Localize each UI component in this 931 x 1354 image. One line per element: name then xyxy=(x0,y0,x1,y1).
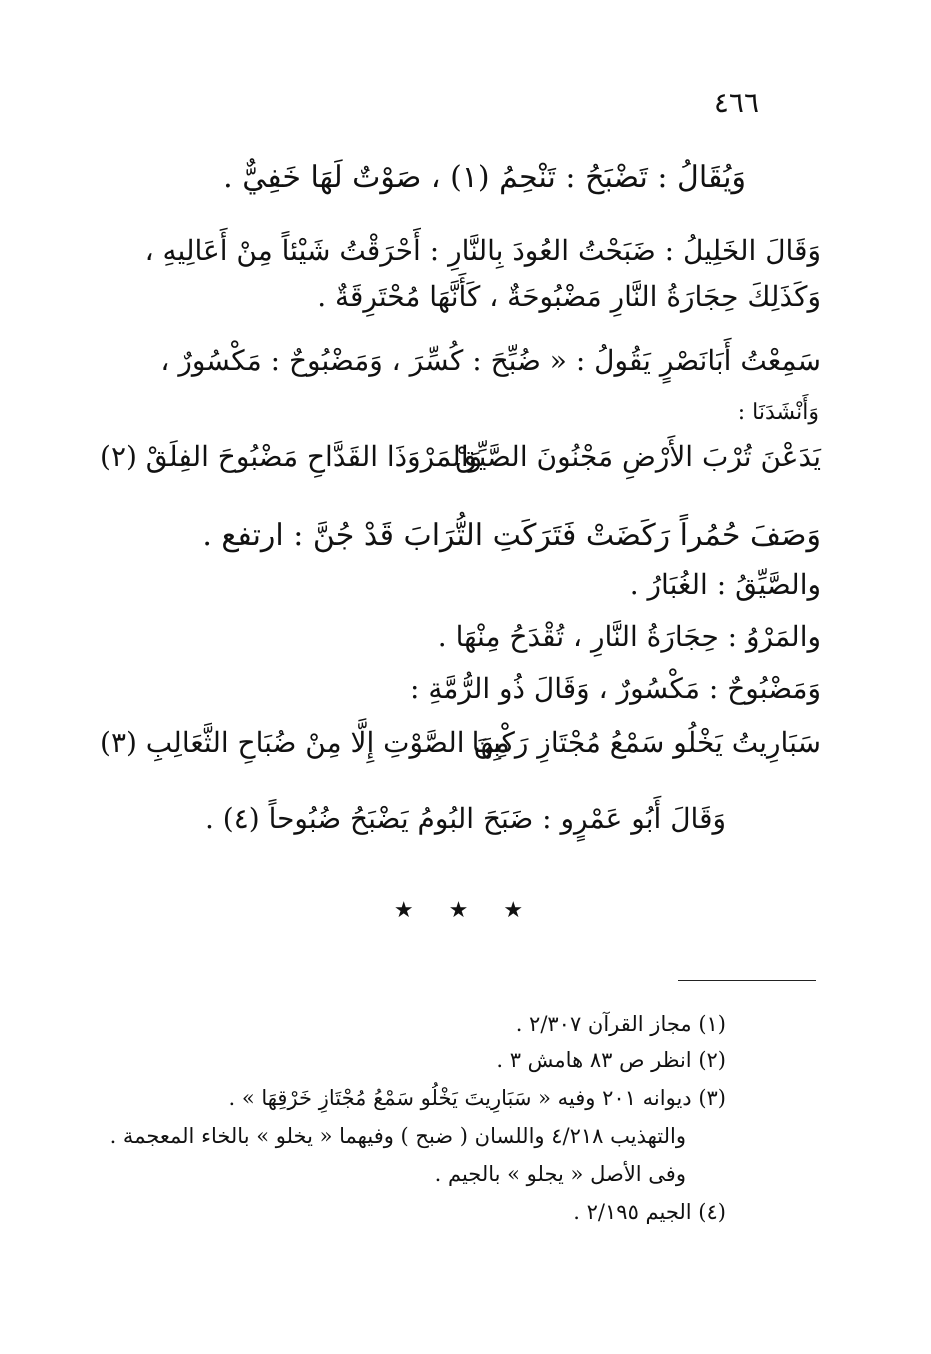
footnote-3: (٣) ديوانه ٢٠١ وفيه « سَبَارِيتَ يَخْلُو سَمْعُ مُجْتَازِ خَرْقِهَا » . xyxy=(228,1086,726,1110)
footnote-2: (٢) انظر ص ٨٣ هامش ٣ . xyxy=(496,1048,726,1072)
text-line-8: والمَرْوُ : حِجَارَةُ النَّارِ ، تُقْدَحُ مِنْهَا . xyxy=(437,620,821,653)
verse-2-second-hemistich: مِنَ الصَّوْتِ إِلَّا مِنْ ضُبَاحِ الثَّعَالِبِ (٣) xyxy=(100,726,510,759)
text-line-1: وَيُقَالُ : تَضْبَحُ : تَنْحِمُ (١) ، صَوْتٌ لَهَا خَفِيٌّ . xyxy=(223,160,746,195)
page-number: ٤٦٦ xyxy=(713,86,759,119)
verse-2-first-hemistich: سَبَارِيتُ يَخْلُو سَمْعُ مُجْتَازِ رَكْبِهَا xyxy=(471,726,821,759)
text-line-5: وَأَنْشَدَنَا : xyxy=(737,400,819,425)
text-line-6: وَصَفَ حُمُراً رَكَضَتْ فَتَرَكَتِ التُّرَابَ قَدْ جُنَّ : ارتفع . xyxy=(202,518,821,553)
footnote-separator-line xyxy=(678,980,816,981)
text-line-4: سَمِعْتُ أَبَانَصْرٍ يَقُولُ : « ضُبِّحَ : كُسِّرَ ، وَمَضْبُوحٌ : مَكْسُورٌ ، xyxy=(160,344,821,377)
section-separator-stars: ★ ★ ★ xyxy=(393,898,538,923)
footnote-4: (٤) الجيم ٢/١٩٥ . xyxy=(573,1200,726,1224)
footnote-3-continued-1: والتهذيب ٤/٢١٨ واللسان ( ضبح ) وفيهما « يخلو » بالخاء المعجمة . xyxy=(109,1124,686,1148)
footnote-3-continued-2: وفى الأصل « يجلو » بالجيم . xyxy=(434,1162,686,1186)
verse-1-second-hemistich: وَالمَرْوَذَا القَدَّاحِ مَضْبُوحَ الفِلَقْ (٢) xyxy=(100,440,483,473)
verse-1-first-hemistich: يَدَعْنَ تُرْبَ الأَرْضِ مَجْنُونَ الصَّيِّقْ xyxy=(455,440,821,473)
text-line-2: وَقَالَ الخَلِيلُ : ضَبَحْتُ العُودَ بِالنَّارِ : أَحْرَقْتُ شَيْئاً مِنْ أَعَالِيهِ ، xyxy=(144,234,821,267)
text-line-9: وَمَضْبُوحٌ : مَكْسُورٌ ، وَقَالَ ذُو الرُّمَّةِ : xyxy=(410,672,821,705)
text-line-3: وَكَذَلِكَ حِجَارَةُ النَّارِ مَضْبُوحَةٌ ، كَأَنَّهَا مُحْتَرِقَةٌ . xyxy=(317,280,821,313)
text-line-7: والصَّيِّقُ : الغُبَارُ . xyxy=(629,568,821,601)
text-line-10: وَقَالَ أَبُو عَمْرٍو : ضَبَحَ البُومُ يَضْبَحُ ضُبُوحاً (٤) . xyxy=(204,802,726,835)
footnote-1: (١) مجاز القرآن ٢/٣٠٧ . xyxy=(515,1012,726,1036)
